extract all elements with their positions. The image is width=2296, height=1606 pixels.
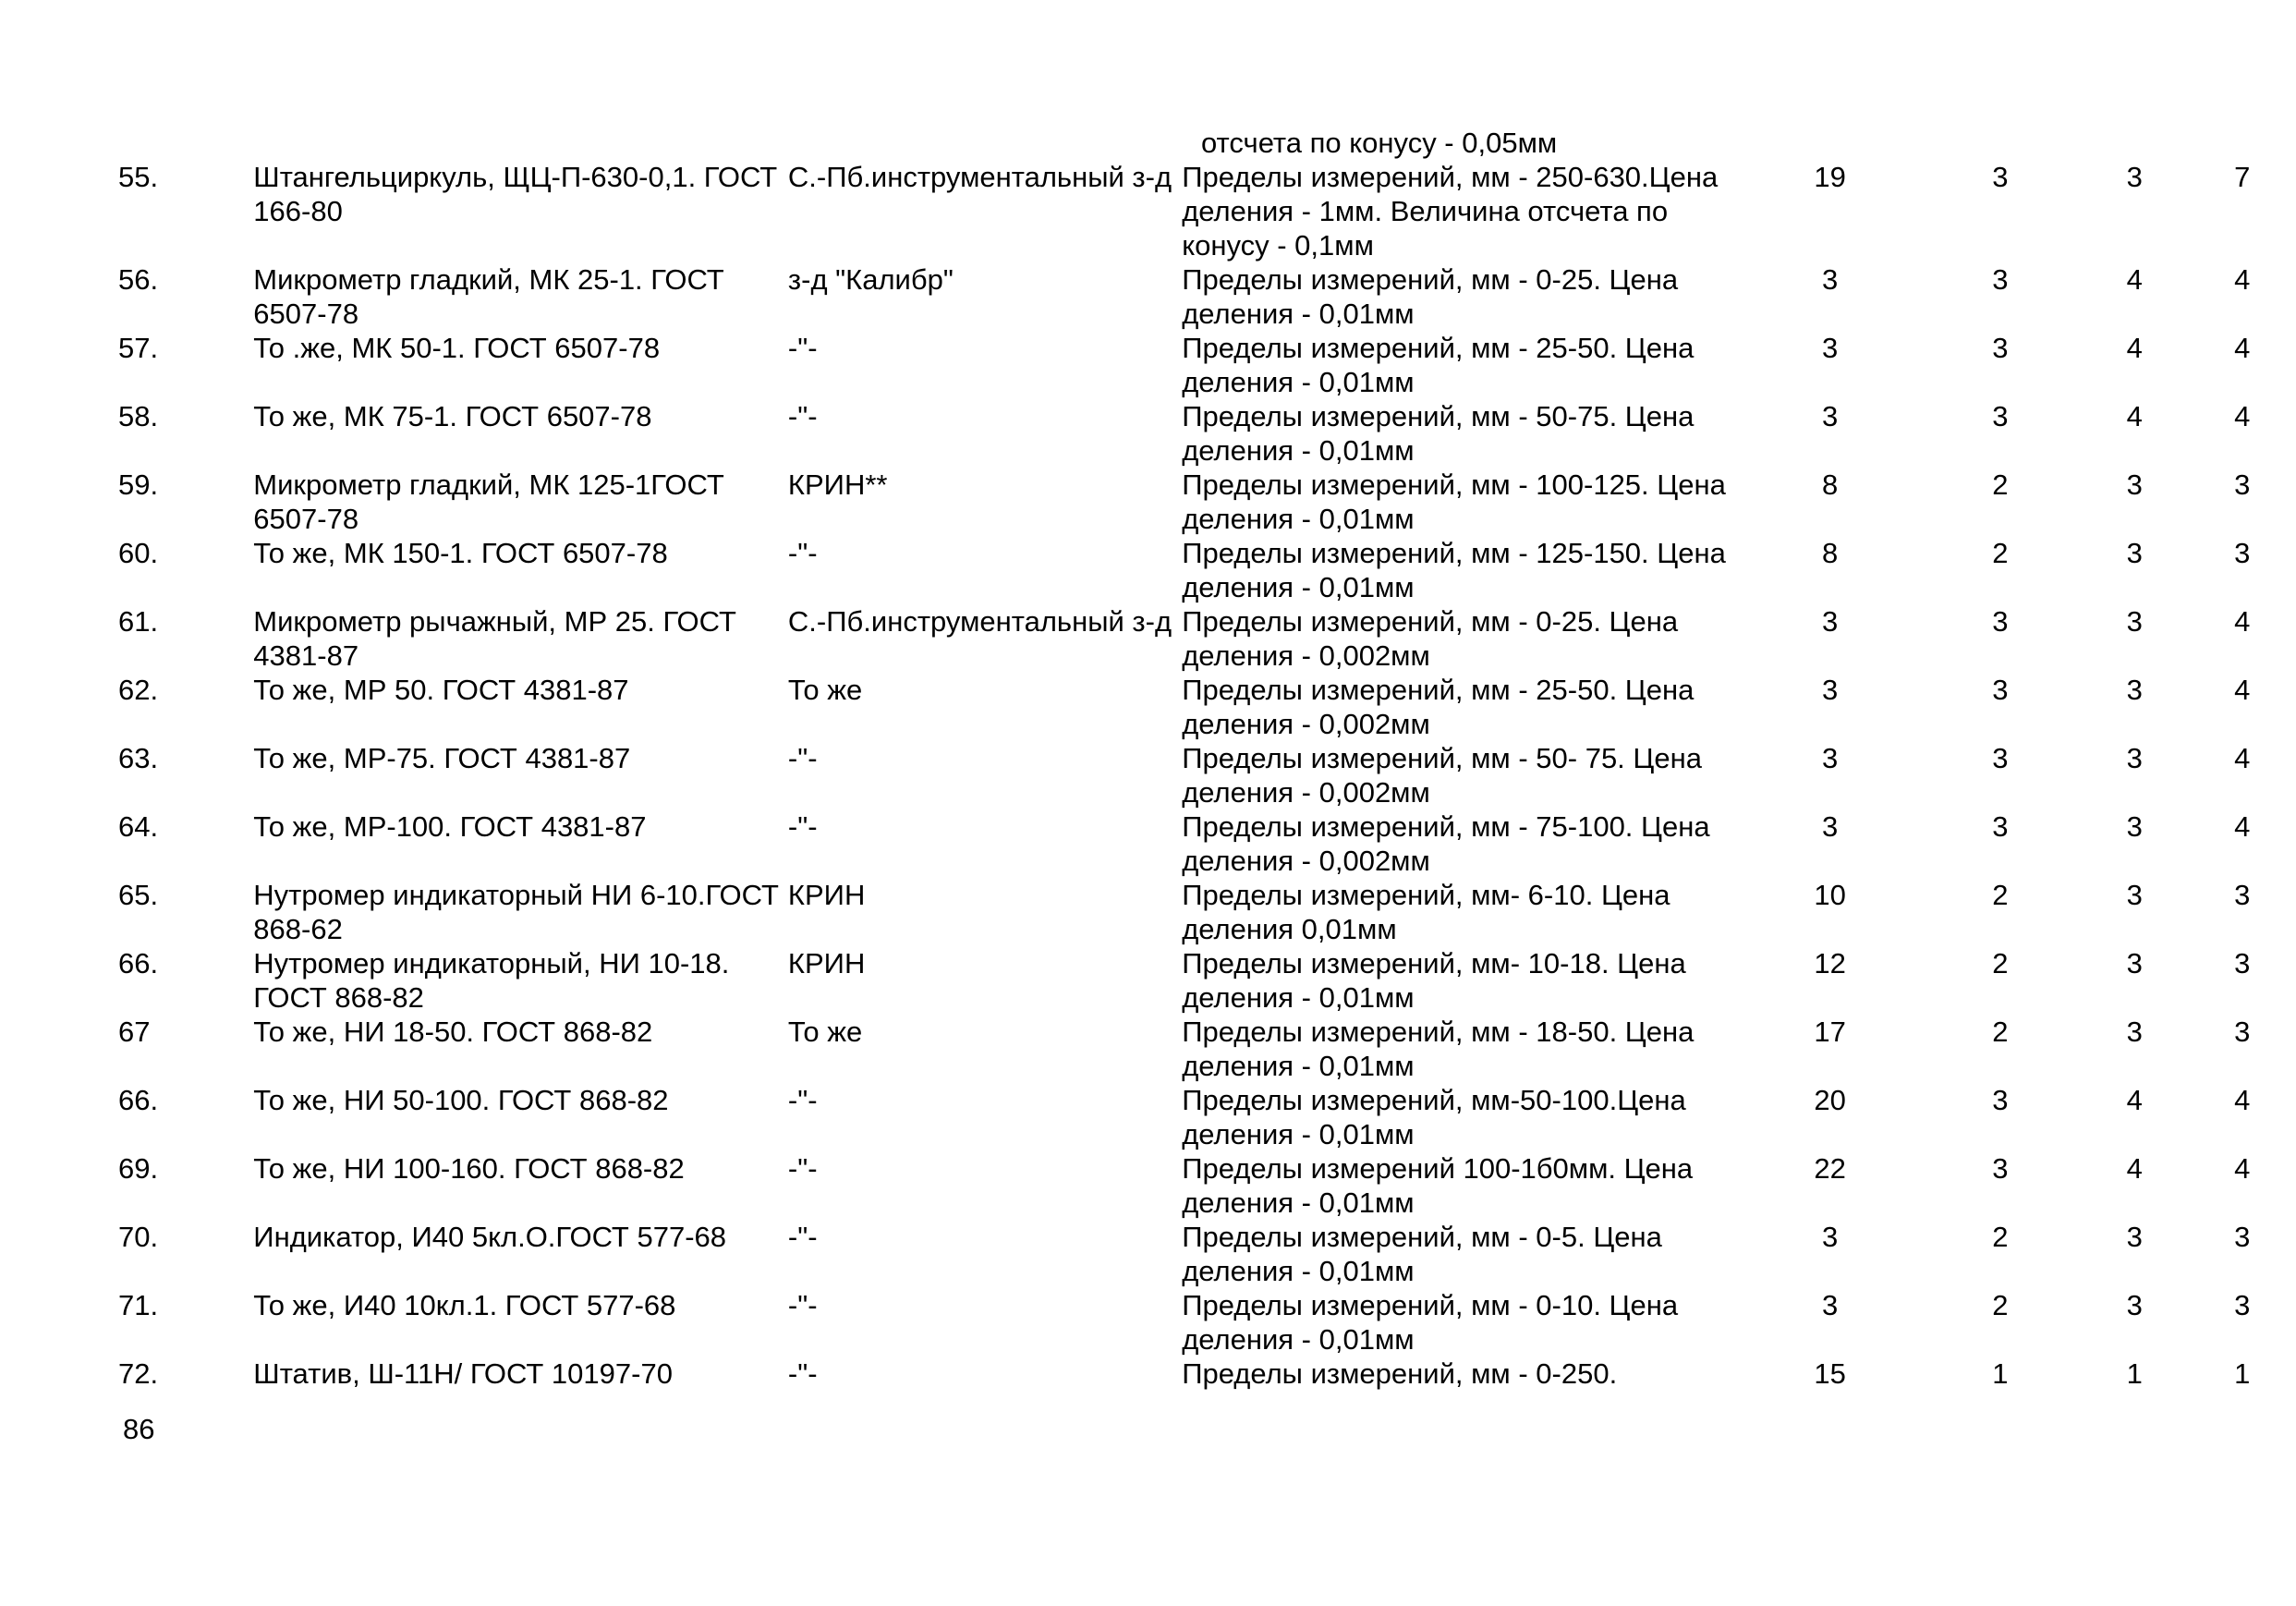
value-col-1: 3 [1821,810,1839,843]
value-col-1: 3 [1821,605,1839,638]
value-col-2: 1 [1992,1357,2009,1390]
value-col-1: 3 [1821,674,1839,706]
specification: Пределы измерений, мм - 0-5. Цена деления - 0,01мм [1182,1221,1662,1287]
table-row [111,1288,2296,1357]
row-number: 67 [118,1016,151,1048]
value-col-3: 4 [2126,400,2143,432]
row-number: 60. [118,537,159,569]
value-col-4: 7 [2234,161,2251,193]
value-col-2: 3 [1992,1084,2009,1116]
value-col-1: 8 [1821,468,1839,501]
value-col-1: 15 [1814,1357,1846,1390]
table-row [111,1015,2296,1083]
specification: Пределы измерений, мм - 50- 75. Цена деления - 0,002мм [1182,742,1702,809]
manufacturer: -"- [787,742,818,774]
table-body [111,160,2296,1425]
table-row [111,809,2296,878]
table-row [111,673,2296,741]
value-col-4: 3 [2234,879,2251,911]
manufacturer: То же [787,1016,863,1048]
manufacturer: То же [787,674,863,706]
manufacturer: -"- [787,1289,818,1321]
value-col-2: 2 [1992,947,2009,979]
table-row [111,741,2296,809]
value-col-2: 2 [1992,1289,2009,1321]
table-row [111,331,2296,399]
value-col-4: 3 [2234,1289,2251,1321]
value-col-2: 3 [1992,674,2009,706]
specification: Пределы измерений, мм - 125-150. Цена деления - 0,01мм [1182,537,1726,603]
value-col-3: 1 [2126,1357,2143,1390]
manufacturer: -"- [787,1357,818,1390]
instrument-name: Индикатор, И40 5кл.О.ГОСТ 577-68 [253,1221,727,1253]
value-col-2: 2 [1992,468,2009,501]
manufacturer: -"- [787,1221,818,1253]
value-col-1: 12 [1814,947,1846,979]
value-col-3: 3 [2126,742,2143,774]
specification: Пределы измерений, мм - 75-100. Цена деления - 0,002мм [1182,810,1710,877]
value-col-2: 3 [1992,263,2009,296]
manufacturer: з-д "Калибр" [787,263,954,296]
specification: Пределы измерений, мм - 50-75. Цена деления - 0,01мм [1182,400,1695,467]
value-col-3: 4 [2126,263,2143,296]
instrument-name: То же, И40 10кл.1. ГОСТ 577-68 [253,1289,676,1321]
table-row [111,536,2296,604]
value-col-2: 3 [1992,605,2009,638]
instrument-name: Нутромер индикаторный, НИ 10-18. ГОСТ 868-82 [253,947,730,1014]
row-number: 56. [118,263,159,296]
instrument-name: То же, НИ 100-160. ГОСТ 868-82 [253,1152,685,1185]
value-col-4: 3 [2234,537,2251,569]
specification: Пределы измерений, мм - 25-50. Цена деления - 0,01мм [1182,332,1695,398]
value-col-4: 4 [2234,742,2251,774]
row-number: 62. [118,674,159,706]
specification: Пределы измерений, мм - 25-50. Цена деления - 0,002мм [1182,674,1695,740]
value-col-3: 4 [2126,1152,2143,1185]
value-col-3: 3 [2126,537,2143,569]
specification: Пределы измерений, мм-50-100.Цена деления - 0,01мм [1182,1084,1686,1150]
row-number: 69. [118,1152,159,1185]
row-number: 64. [118,810,159,843]
instrument-name: То же, МР 50. ГОСТ 4381-87 [253,674,629,706]
manufacturer: КРИН [787,947,866,979]
manufacturer: -"- [787,810,818,843]
instrument-name: Микрометр гладкий, МК 25-1. ГОСТ 6507-78 [253,263,724,330]
value-col-1: 3 [1821,332,1839,364]
manufacturer: С.-Пб.инструментальный з-д [787,161,1172,193]
row-number: 72. [118,1357,159,1390]
instrument-name: То же, МР-100. ГОСТ 4381-87 [253,810,647,843]
specification: Пределы измерений, мм - 100-125. Цена деления - 0,01мм [1182,468,1726,535]
instrument-table [111,160,2296,1425]
table-row [111,878,2296,946]
value-col-3: 3 [2126,674,2143,706]
value-col-2: 3 [1992,400,2009,432]
value-col-1: 8 [1821,537,1839,569]
value-col-3: 3 [2126,605,2143,638]
row-number: 65. [118,879,159,911]
specification: Пределы измерений, мм - 18-50. Цена деления - 0,01мм [1182,1016,1695,1082]
instrument-name: То же, МК 150-1. ГОСТ 6507-78 [253,537,668,569]
row-number: 71. [118,1289,159,1321]
value-col-1: 22 [1814,1152,1846,1185]
value-col-2: 2 [1992,1221,2009,1253]
instrument-name: Микрометр гладкий, МК 125-1ГОСТ 6507-78 [253,468,724,535]
value-col-4: 4 [2234,674,2251,706]
table-row [111,160,2296,262]
specification: Пределы измерений, мм- 6-10. Цена деления 0,01мм [1182,879,1670,945]
value-col-4: 3 [2234,1221,2251,1253]
specification: Пределы измерений, мм - 250-630.Цена деления - 1мм. Величина отсчета по конусу - 0,1мм [1182,161,1719,262]
specification: Пределы измерений, мм - 0-25. Цена деления - 0,01мм [1182,263,1679,330]
value-col-4: 4 [2234,263,2251,296]
row-number: 59. [118,468,159,501]
value-col-3: 3 [2126,947,2143,979]
row-number: 63. [118,742,159,774]
table-row [111,399,2296,468]
row-number: 55. [118,161,159,193]
row-number: 66. [118,947,159,979]
value-col-1: 17 [1814,1016,1846,1048]
value-col-4: 3 [2234,947,2251,979]
value-col-4: 4 [2234,400,2251,432]
row-number: 70. [118,1221,159,1253]
value-col-1: 3 [1821,400,1839,432]
manufacturer: -"- [787,537,818,569]
value-col-2: 3 [1992,1152,2009,1185]
value-col-2: 2 [1992,879,2009,911]
value-col-3: 3 [2126,1221,2143,1253]
row-number: 57. [118,332,159,364]
table-row [111,946,2296,1015]
specification: Пределы измерений, мм - 0-10. Цена деления - 0,01мм [1182,1289,1679,1356]
value-col-3: 3 [2126,468,2143,501]
value-col-2: 3 [1992,161,2009,193]
table-row [111,1083,2296,1151]
value-col-4: 3 [2234,468,2251,501]
value-col-1: 10 [1814,879,1846,911]
table-row [111,1151,2296,1220]
table-row [111,604,2296,673]
manufacturer: КРИН** [787,468,888,501]
value-col-4: 4 [2234,1084,2251,1116]
value-col-3: 3 [2126,1289,2143,1321]
value-col-1: 19 [1814,161,1846,193]
table-row [111,1357,2296,1425]
manufacturer: С.-Пб.инструментальный з-д [787,605,1172,638]
row-number: 61. [118,605,159,638]
value-col-4: 4 [2234,810,2251,843]
manufacturer: -"- [787,1152,818,1185]
value-col-1: 20 [1814,1084,1846,1116]
table-row [111,262,2296,331]
value-col-1: 3 [1821,1221,1839,1253]
instrument-name: То же, МК 75-1. ГОСТ 6507-78 [253,400,652,432]
value-col-1: 3 [1821,742,1839,774]
instrument-name: То же, НИ 50-100. ГОСТ 868-82 [253,1084,669,1116]
manufacturer: -"- [787,400,818,432]
specification: Пределы измерений, мм - 0-25. Цена деления - 0,002мм [1182,605,1679,672]
specification: Пределы измерений 100-1б0мм. Цена деления - 0,01мм [1182,1152,1694,1219]
instrument-name: Микрометр рычажный, МР 25. ГОСТ 4381-87 [253,605,736,672]
value-col-2: 3 [1992,742,2009,774]
value-col-4: 4 [2234,332,2251,364]
value-col-2: 2 [1992,1016,2009,1048]
value-col-4: 1 [2234,1357,2251,1390]
manufacturer: -"- [787,332,818,364]
value-col-3: 3 [2126,1016,2143,1048]
row-number: 58. [118,400,159,432]
value-col-2: 2 [1992,537,2009,569]
instrument-name: Штангельциркуль, ЩЦ-П-630-0,1. ГОСТ 166-80 [253,161,778,227]
value-col-4: 4 [2234,1152,2251,1185]
value-col-1: 3 [1821,1289,1839,1321]
row-number: 66. [118,1084,159,1116]
continuation-text: отсчета по конусу - 0,05мм [1201,127,1558,159]
value-col-3: 3 [2126,810,2143,843]
value-col-3: 3 [2126,879,2143,911]
manufacturer: КРИН [787,879,866,911]
value-col-2: 3 [1992,332,2009,364]
specification: Пределы измерений, мм - 0-250. [1182,1357,1618,1390]
value-col-1: 3 [1821,263,1839,296]
instrument-name: Нутромер индикаторный НИ 6-10.ГОСТ 868-62 [253,879,779,945]
table-row [111,468,2296,536]
value-col-3: 4 [2126,1084,2143,1116]
specification: Пределы измерений, мм- 10-18. Цена деления - 0,01мм [1182,947,1686,1014]
table-row [111,1220,2296,1288]
instrument-name: То же, МР-75. ГОСТ 4381-87 [253,742,631,774]
value-col-2: 3 [1992,810,2009,843]
value-col-3: 3 [2126,161,2143,193]
instrument-name: То же, НИ 18-50. ГОСТ 868-82 [253,1016,653,1048]
manufacturer: -"- [787,1084,818,1116]
instrument-name: То .же, МК 50-1. ГОСТ 6507-78 [253,332,661,364]
instrument-name: Штатив, Ш-11Н/ ГОСТ 10197-70 [253,1357,673,1390]
value-col-4: 4 [2234,605,2251,638]
page-number: 86 [123,1413,155,1445]
value-col-4: 3 [2234,1016,2251,1048]
value-col-3: 4 [2126,332,2143,364]
